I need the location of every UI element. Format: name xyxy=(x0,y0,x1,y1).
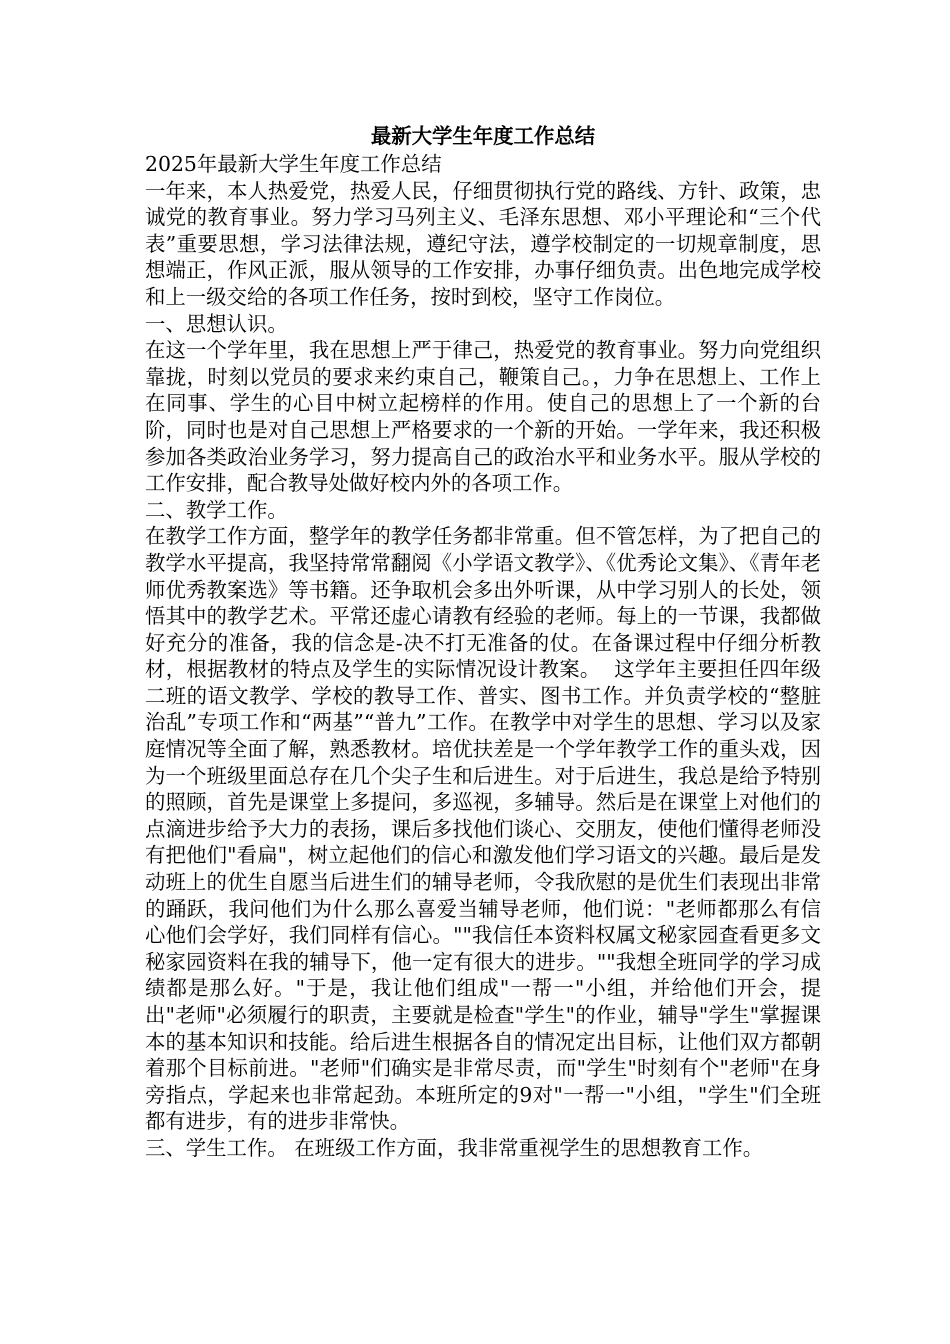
section-paragraph-student-work: 在班级工作方面，我非常重视学生的思想教育工作。 xyxy=(287,1135,764,1160)
section-heading-student-work: 三、学生工作。 xyxy=(145,1135,288,1160)
section-line-student-work xyxy=(145,1135,821,1162)
document-subtitle: 2025年最新大学生年度工作总结 xyxy=(145,152,442,176)
intro-paragraph: 一年来，本人热爱党，热爱人民，仔细贯彻执行党的路线、方针、政策，忠诚党的教育事业。努力学习马列主义、毛泽东思想、邓小平理论和“三个代表”重要思想，学习法律法规，遵纪守法，遵学校制定的一切规章制度，思想端正，作风正派，服从领导的工作安排，办事仔细负责。出色地完成学校和上一级交给的各项工作任务，按时到校，坚守工作岗位。 xyxy=(145,178,821,309)
section-heading-teaching: 二、教学工作。 xyxy=(145,497,288,522)
document-body xyxy=(145,121,821,1162)
section-heading-thought: 一、思想认识。 xyxy=(145,311,288,336)
section-paragraph-teaching: 在教学工作方面，整学年的教学任务都非常重。但不管怎样，为了把自己的教学水平提高，我坚持常常翻阅《小学语文教学》、《优秀论文集》、《青年老师优秀教案选》等书籍。还争取机会多出外听课，从中学习别人的长处，领悟其中的教学艺术。平常还虚心请教有经验的老师。每上的一节课，我都做好充分的准备，我的信念是-决不打无准备的仗。在备课过程中仔细分析教材，根据教材的特点及学生的实际情况设计教案。 这学年主要担任四年级二班的语文教学、学校的教导工作、普实、图书工作。并负责学校的“整脏治乱”专项工作和“两基”“普九”工作。在教学中对学生的思想、学习以及家庭情况等全面了解，熟悉教材。培优扶差是一个学年教学工作的重头戏，因为一个班级里面总存在几个尖子生和后进生。对于后进生，我总是给予特别的照顾，首先是课堂上多提问，多巡视，多辅导。然后是在课堂上对他们的点滴进步给予大力的表扬，课后多找他们谈心、交朋友，使他们懂得老师没有把他们"看扁"，树立起他们的信心和激发他们学习语文的兴趣。最后是发动班上的优生自愿当后进生们的辅导老师，令我欣慰的是优生们表现出非常的踊跃，我问他们为什么那么喜爱当辅导老师，他们说："老师都那么有信心他们会学好，我们同样有信心。""我信任本资料权属文秘家园查看更多文秘家园资料在我的辅导下，他一定有很大的进步。""我想全班同学的学习成绩都是那么好。"于是，我让他们组成"一帮一"小组，并给他们开会，提出"老师"必须履行的职责，主要就是检查"学生"的作业，辅导"学生"掌握课本的基本知识和技能。给后进生根据各自的情况定出目标，让他们双方都朝着那个目标前进。"老师"们确实是非常尽责，而"学生"时刻有个"老师"在身旁指点，学起来也非常起劲。本班所定的9对"一帮一"小组，"学生"们全班都有进步，有的进步非常快。 xyxy=(145,524,821,1134)
section-paragraph-thought: 在这一个学年里，我在思想上严于律己，热爱党的教育事业。努力向党组织靠拢，时刻以党员的要求来约束自己，鞭策自己。，力争在思想上、工作上在同事、学生的心目中树立起榜样的作用。使自己的思想上了一个新的台阶，同时也是对自己思想上严格要求的一个新的开始。一学年来，我还积极参加各类政治业务学习，努力提高自己的政治水平和业务水平。服从学校的工作安排，配合教导处做好校内外的各项工作。 xyxy=(145,338,821,496)
document-title: 最新大学生年度工作总结 xyxy=(370,124,596,148)
